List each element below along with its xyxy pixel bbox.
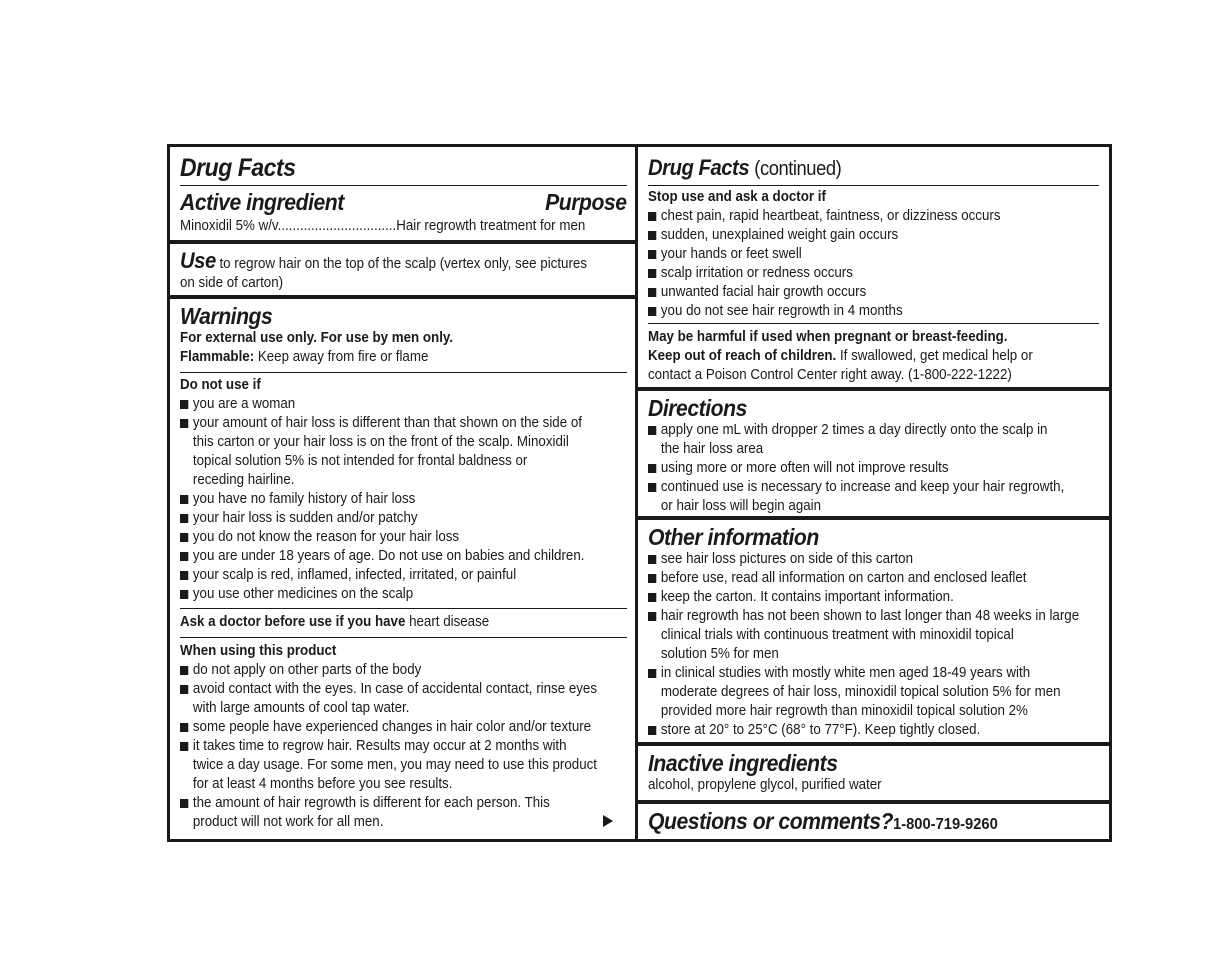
- list-item: [180, 509, 591, 528]
- list-item: [648, 283, 1065, 302]
- list-item: [180, 680, 598, 718]
- flammable-text: Keep away from fire or flame: [257, 349, 429, 365]
- inactive-section: [638, 750, 1109, 795]
- other-info-section: [638, 524, 1109, 740]
- pregnancy-section: [638, 328, 1109, 385]
- list-item-line: see hair loss pictures on side of this carton: [660, 551, 913, 567]
- list-item: [648, 245, 1065, 264]
- list-item-line: you are under 18 years of age. Do not use on babies and children.: [192, 548, 585, 564]
- flammable-label: Flammable:: [180, 349, 255, 365]
- list-item-line: in clinical studies with mostly white men aged 18-49 years with: [660, 665, 1031, 681]
- list-item-line: clinical trials with continuous treatment with minoxidil topical: [660, 627, 1014, 643]
- list-item: [180, 661, 591, 680]
- divider-thick-1: [170, 240, 635, 244]
- questions-phone: 1-800-719-9260: [893, 816, 998, 833]
- drug-facts-title-section: [170, 153, 635, 183]
- list-item-line: topical solution 5% is not intended for frontal baldness or: [192, 453, 528, 469]
- other-info-list: [648, 550, 1101, 740]
- list-item: [180, 566, 591, 585]
- warnings-heading: Warnings: [180, 303, 273, 329]
- inactive-heading: Inactive ingredients: [648, 750, 838, 776]
- list-item-line: with large amounts of cool tap water.: [192, 700, 410, 716]
- warnings-section: [170, 303, 635, 367]
- active-ingredient-section: [170, 189, 635, 241]
- divider-thick-r2: [638, 516, 1109, 520]
- list-item-line: for at least 4 months before you see results.: [192, 776, 453, 792]
- list-item-line: it takes time to regrow hair. Results may occur at 2 months with: [192, 738, 567, 754]
- list-item-line: solution 5% for men: [660, 646, 779, 662]
- directions-list: [648, 421, 1101, 516]
- list-item-line: receding hairline.: [192, 472, 295, 488]
- when-using-list: [180, 661, 627, 832]
- list-item-line: the hair loss area: [660, 441, 764, 457]
- active-ingredient-line: [180, 217, 591, 236]
- list-item-line: you do not know the reason for your hair loss: [192, 529, 460, 545]
- inactive-text: alcohol, propylene glycol, purified water: [648, 777, 882, 793]
- ingredient-name: Minoxidil 5% w/v: [180, 218, 278, 234]
- ingredient-dots: ................................: [277, 218, 397, 234]
- stop-use-list: [648, 207, 1101, 321]
- active-ingredient-heading: Active ingredient: [180, 189, 344, 215]
- list-item: [648, 607, 1080, 664]
- purpose-heading: Purpose: [545, 189, 627, 215]
- stop-use-heading: Stop use and ask a doctor if: [648, 189, 826, 205]
- list-item-line: avoid contact with the eyes. In case of accidental contact, rinse eyes: [192, 681, 598, 697]
- list-item-line: your hands or feet swell: [660, 246, 802, 262]
- list-item: [648, 588, 1065, 607]
- list-item-line: sudden, unexplained weight gain occurs: [660, 227, 899, 243]
- ingredient-purpose: Hair regrowth treatment for men: [396, 218, 586, 234]
- title-divider: [180, 185, 627, 186]
- divider-thick-r1: [638, 387, 1109, 391]
- list-item: [648, 569, 1065, 588]
- list-item-line: you have no family history of hair loss: [192, 491, 416, 507]
- list-item: [648, 264, 1065, 283]
- list-item: [648, 226, 1065, 245]
- list-item: [648, 302, 1065, 321]
- list-item-line: scalp irritation or redness occurs: [660, 265, 853, 281]
- list-item: [180, 794, 591, 832]
- list-item-line: before use, read all information on carton and enclosed leaflet: [660, 570, 1027, 586]
- list-item-line: store at 20° to 25°C (68° to 77°F). Keep tightly closed.: [660, 722, 981, 738]
- when-using-heading: When using this product: [180, 643, 337, 659]
- list-item: [180, 585, 591, 604]
- when-using-section: [170, 642, 635, 832]
- list-item-line: unwanted facial hair growth occurs: [660, 284, 867, 300]
- list-item: [180, 528, 591, 547]
- list-item-line: product will not work for all men.: [192, 814, 384, 830]
- do-not-use-heading: Do not use if: [180, 377, 261, 393]
- divider-thin-r1: [648, 323, 1099, 324]
- list-item-line: you are a woman: [192, 396, 296, 412]
- ask-doctor-bold: Ask a doctor before use if you have: [180, 614, 406, 630]
- questions-section: [638, 808, 1109, 838]
- list-item-line: keep the carton. It contains important information.: [660, 589, 954, 605]
- list-item-line: using more or more often will not improve results: [660, 460, 949, 476]
- list-item: [648, 550, 1065, 569]
- list-item-line: this carton or your hair loss is on the front of the scalp. Minoxidil: [192, 434, 569, 450]
- stop-use-section: [638, 188, 1109, 321]
- list-item-line: hair regrowth has not been shown to last longer than 48 weeks in large: [660, 608, 1080, 624]
- list-item: [180, 395, 591, 414]
- list-item-line: provided more hair regrowth than minoxidil topical solution 2%: [660, 703, 1028, 719]
- list-item-line: you use other medicines on the scalp: [192, 586, 414, 602]
- list-item: [180, 490, 591, 509]
- list-item-line: you do not see hair regrowth in 4 months: [660, 303, 903, 319]
- list-item: [648, 207, 1065, 226]
- list-item-line: continued use is necessary to increase and keep your hair regrowth,: [660, 479, 1065, 495]
- left-column: [170, 147, 638, 839]
- list-item: [180, 737, 598, 794]
- title-divider-right: [648, 185, 1099, 186]
- use-line-1: to regrow hair on the top of the scalp (vertex only, see pictures: [219, 256, 587, 272]
- continued-suffix: (continued): [754, 158, 842, 180]
- warnings-line-1: For external use only. For use by men only.: [180, 330, 454, 346]
- directions-heading: Directions: [648, 395, 747, 421]
- list-item: [648, 421, 1065, 459]
- directions-section: [638, 395, 1109, 516]
- list-item-line: your amount of hair loss is different than that shown on the side of: [192, 415, 582, 431]
- use-heading: Use: [180, 248, 216, 273]
- list-item-line: some people have experienced changes in hair color and/or texture: [192, 719, 592, 735]
- ask-doctor-text: heart disease: [409, 614, 490, 630]
- continue-arrow-icon: [603, 815, 613, 827]
- list-item-line: your hair loss is sudden and/or patchy: [192, 510, 418, 526]
- divider-thick-r4: [638, 800, 1109, 804]
- divider-thin-2: [180, 608, 627, 609]
- divider-thin-3: [180, 637, 627, 638]
- list-item: [648, 459, 1065, 478]
- drug-facts-title: Drug Facts: [180, 154, 296, 182]
- continued-title: Drug Facts: [648, 155, 750, 180]
- list-item-line: or hair loss will begin again: [660, 498, 822, 514]
- do-not-use-section: [170, 376, 635, 604]
- list-item-line: your scalp is red, inflamed, infected, irritated, or painful: [192, 567, 517, 583]
- list-item-line: do not apply on other parts of the body: [192, 662, 422, 678]
- drug-facts-label: [167, 144, 1112, 842]
- list-item: [648, 478, 1065, 516]
- list-item: [180, 718, 591, 737]
- keep-out-bold: Keep out of reach of children.: [648, 348, 837, 364]
- list-item-line: chest pain, rapid heartbeat, faintness, or dizziness occurs: [660, 208, 1001, 224]
- divider-thick-r3: [638, 742, 1109, 746]
- use-section: [170, 248, 635, 293]
- questions-heading: Questions or comments?: [648, 808, 894, 834]
- keep-out-line-2: contact a Poison Control Center right away. (1-800-222-1222): [648, 367, 1012, 383]
- list-item: [648, 664, 1065, 721]
- list-item: [648, 721, 1065, 740]
- keep-out-text: If swallowed, get medical help or: [839, 348, 1033, 364]
- use-line-2: on side of carton): [180, 275, 284, 291]
- list-item: [180, 414, 591, 490]
- right-column: [638, 147, 1109, 839]
- other-info-heading: Other information: [648, 524, 819, 550]
- divider-thick-2: [170, 295, 635, 299]
- pregnancy-warning: May be harmful if used when pregnant or breast-feeding.: [648, 329, 1008, 345]
- do-not-use-list: [180, 395, 627, 604]
- list-item-line: moderate degrees of hair loss, minoxidil topical solution 5% for men: [660, 684, 1061, 700]
- list-item-line: the amount of hair regrowth is different for each person. This: [192, 795, 550, 811]
- list-item-line: twice a day usage. For some men, you may need to use this product: [192, 757, 598, 773]
- ask-doctor-section: [170, 613, 635, 632]
- list-item: [180, 547, 591, 566]
- continued-title-section: [638, 155, 1109, 182]
- list-item-line: apply one mL with dropper 2 times a day directly onto the scalp in: [660, 422, 1048, 438]
- divider-thin-1: [180, 372, 627, 373]
